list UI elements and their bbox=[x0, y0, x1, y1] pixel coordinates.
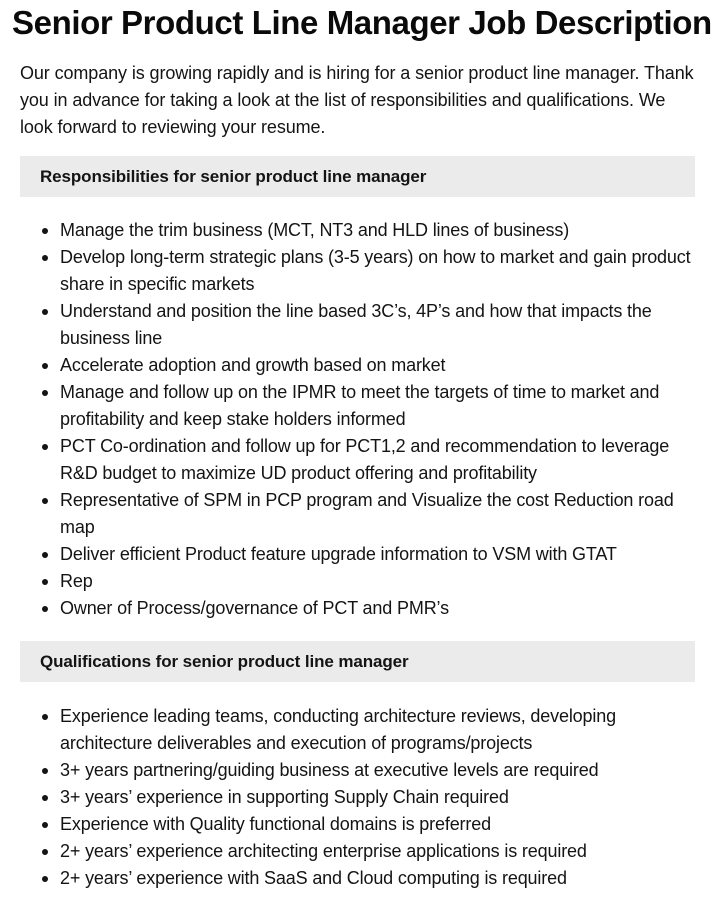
list-item bbox=[20, 595, 700, 622]
list-item bbox=[20, 865, 700, 892]
intro-paragraph: Our company is growing rapidly and is hiring for a senior product line manager. Thank you in advance for taking a look at the list of responsibilities and qualifications. We look forward to reviewing your resume. bbox=[20, 63, 694, 137]
list-item bbox=[20, 568, 700, 595]
bullet-icon bbox=[42, 579, 48, 585]
bullet-icon bbox=[42, 498, 48, 504]
list-item-text: 2+ years’ experience with SaaS and Cloud computing is required bbox=[60, 868, 567, 888]
bullet-icon bbox=[42, 876, 48, 882]
list-item bbox=[20, 217, 700, 244]
bullet-icon bbox=[42, 363, 48, 369]
list-item-text: Representative of SPM in PCP program and Visualize the cost Reduction road map bbox=[60, 490, 674, 537]
list-item-text: Owner of Process/governance of PCT and PMR’s bbox=[60, 598, 449, 618]
list-item bbox=[20, 757, 700, 784]
list-item bbox=[20, 379, 700, 433]
list-item-text: Rep bbox=[60, 571, 93, 591]
list-item bbox=[20, 298, 700, 352]
bullet-icon bbox=[42, 768, 48, 774]
list-item-text: Manage and follow up on the IPMR to meet the targets of time to market and profitability and keep stake holders informed bbox=[60, 382, 660, 429]
responsibilities-heading: Responsibilities for senior product line manager bbox=[20, 156, 695, 197]
responsibilities-list bbox=[20, 217, 700, 622]
list-item-text: PCT Co-ordination and follow up for PCT1,2 and recommendation to leverage R&D budget to maximize UD product offering and profitability bbox=[60, 436, 670, 483]
bullet-icon bbox=[42, 714, 48, 720]
bullet-icon bbox=[42, 255, 48, 261]
list-item bbox=[20, 811, 700, 838]
bullet-icon bbox=[42, 309, 48, 315]
list-item-text: 3+ years partnering/guiding business at executive levels are required bbox=[60, 760, 599, 780]
list-item-text: 3+ years’ experience in supporting Supply Chain required bbox=[60, 787, 509, 807]
list-item-text: Accelerate adoption and growth based on market bbox=[60, 355, 446, 375]
list-item-text: Deliver efficient Product feature upgrade information to VSM with GTAT bbox=[60, 544, 617, 564]
list-item-text: Experience leading teams, conducting architecture reviews, developing architecture deliverables and execution of programs/projects bbox=[60, 706, 616, 753]
list-item-text: Understand and position the line based 3C’s, 4P’s and how that impacts the business line bbox=[60, 301, 652, 348]
list-item bbox=[20, 838, 700, 865]
bullet-icon bbox=[42, 822, 48, 828]
list-item-text: Manage the trim business (MCT, NT3 and HLD lines of business) bbox=[60, 220, 570, 240]
bullet-icon bbox=[42, 444, 48, 450]
list-item bbox=[20, 244, 700, 298]
bullet-icon bbox=[42, 390, 48, 396]
list-item bbox=[20, 352, 700, 379]
list-item bbox=[20, 433, 700, 487]
list-item bbox=[20, 541, 700, 568]
list-item-text: Experience with Quality functional domains is preferred bbox=[60, 814, 491, 834]
list-item-text: Develop long-term strategic plans (3-5 years) on how to market and gain product share in specific markets bbox=[60, 247, 691, 294]
bullet-icon bbox=[42, 795, 48, 801]
bullet-icon bbox=[42, 552, 48, 558]
bullet-icon bbox=[42, 228, 48, 234]
qualifications-heading: Qualifications for senior product line manager bbox=[20, 641, 695, 682]
qualifications-list bbox=[20, 703, 700, 892]
page-title: Senior Product Line Manager Job Description bbox=[12, 4, 712, 41]
list-item bbox=[20, 784, 700, 811]
list-item-text: 2+ years’ experience architecting enterprise applications is required bbox=[60, 841, 587, 861]
bullet-icon bbox=[42, 849, 48, 855]
list-item bbox=[20, 703, 700, 757]
bullet-icon bbox=[42, 606, 48, 612]
list-item bbox=[20, 487, 700, 541]
